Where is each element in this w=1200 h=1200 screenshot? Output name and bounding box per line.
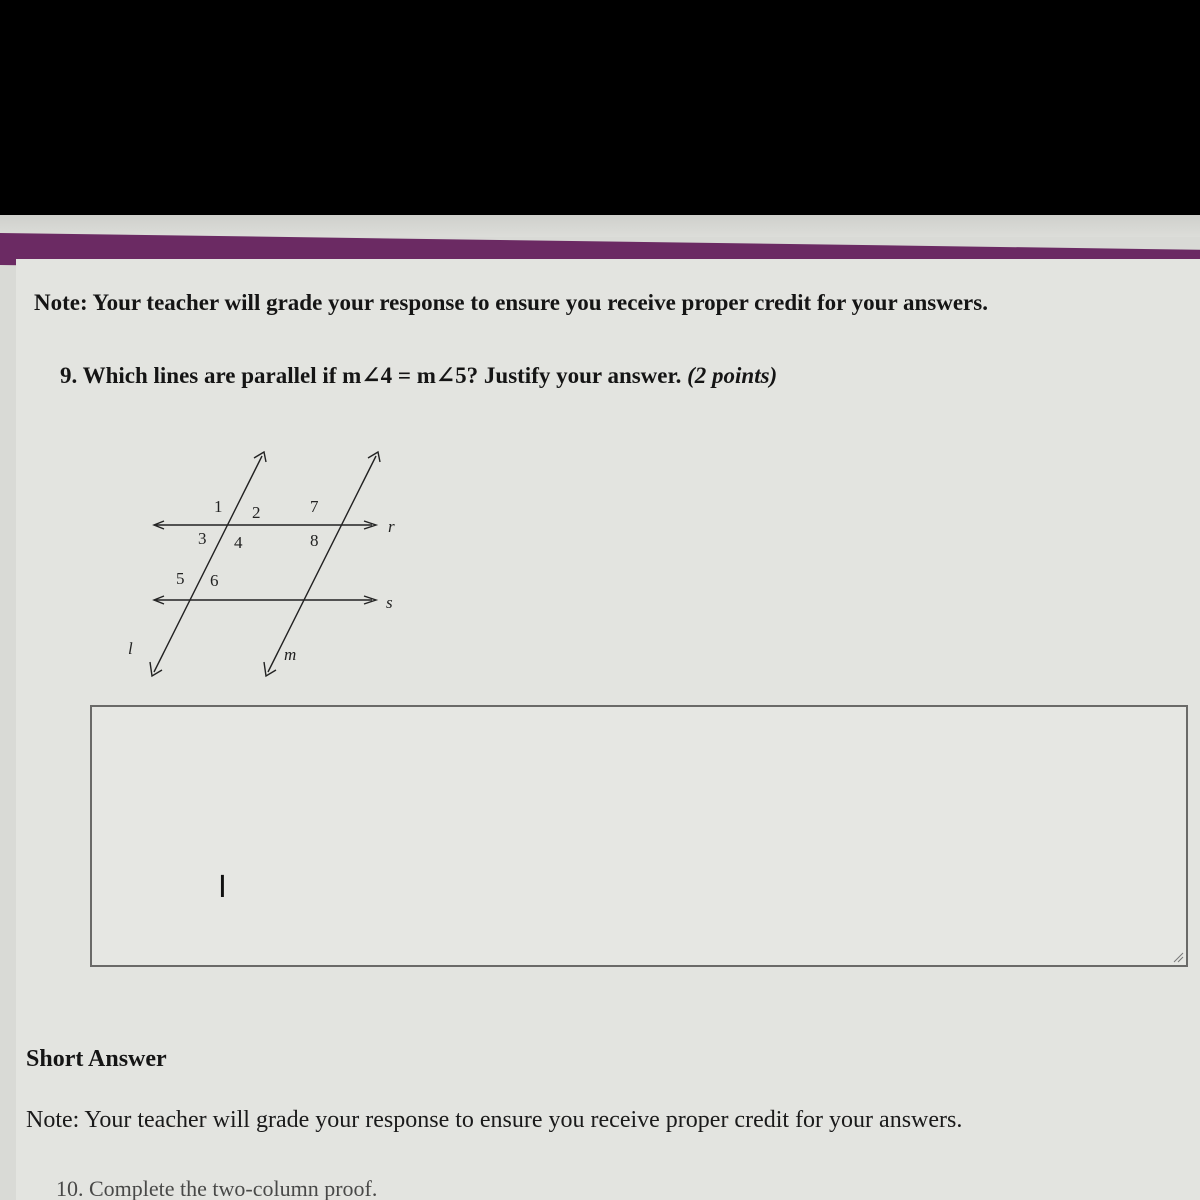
answer-textarea[interactable] <box>90 705 1188 967</box>
angle-label-8: 8 <box>310 531 319 550</box>
question-points: (2 points) <box>687 363 778 388</box>
angle-label-4: 4 <box>234 533 243 552</box>
text-cursor-icon: I <box>218 870 227 905</box>
line-label-s: s <box>386 593 393 612</box>
line-m <box>268 456 376 672</box>
angle-label-3: 3 <box>198 529 207 548</box>
angle-label-2: 2 <box>252 503 261 522</box>
resize-grip-icon[interactable] <box>1172 951 1184 963</box>
grading-note: Note: Your teacher will grade your response to ensure you receive proper credit for your answers. <box>34 290 988 315</box>
browser-edge <box>0 215 1200 237</box>
question-9 <box>60 362 777 389</box>
angle-label-7: 7 <box>310 497 319 516</box>
angle-label-6: 6 <box>210 571 219 590</box>
line-label-m: m <box>284 645 297 664</box>
line-label-r: r <box>388 517 395 536</box>
short-answer-note: Note: Your teacher will grade your response to ensure you receive proper credit for your answers. <box>26 1107 963 1133</box>
line-l <box>154 456 262 672</box>
parallel-lines-diagram <box>120 440 420 690</box>
next-question-partial: 10. Complete the two-column proof. <box>56 1176 378 1200</box>
short-answer-heading: Short Answer <box>26 1046 167 1072</box>
angle-label-5: 5 <box>176 569 185 588</box>
angle-label-1: 1 <box>214 497 223 516</box>
question-number: 9. <box>60 363 78 388</box>
question-text: Which lines are parallel if m∠4 = m∠5? Justify your answer. <box>82 363 682 388</box>
line-label-l: l <box>128 639 133 658</box>
